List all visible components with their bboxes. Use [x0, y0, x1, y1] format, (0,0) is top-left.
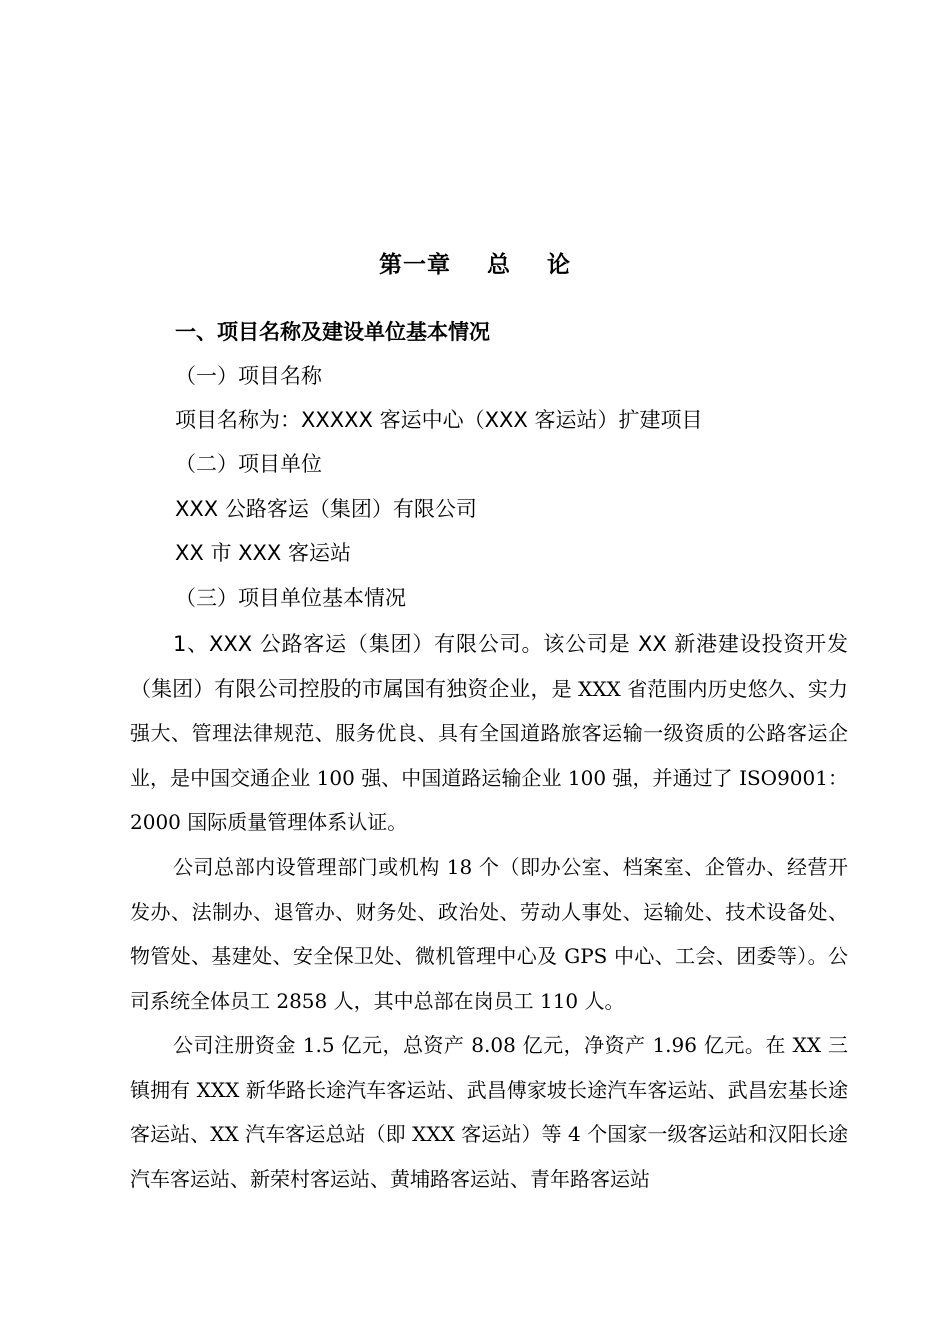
subsection-heading-project-name: （一）项目名称	[175, 364, 322, 388]
project-unit-line-2: XX 市 XXX 客运站	[175, 541, 351, 565]
chapter-title: 第一章 总 论	[378, 252, 572, 278]
paragraph-company-assets: 公司注册资金 1.5 亿元，总资产 8.08 亿元，净资产 1.96 亿元。在 XX 三镇拥有 XXX 新华路长途汽车客运站、武昌傅家坡长途汽车客运站、武昌宏基长途客运站、XX 汽车客运总站（即 XXX 客运站）等 4 个国家一级客运站和汉阳长途汽车客运站、新荣村客运站、黄埔路客运站、青年路客运站	[130, 1033, 848, 1191]
paragraph-company-intro	[130, 622, 848, 845]
paragraph-company-intro-lead: 1、XXX 公路客运（集团）有限公司。该公司是 XX 新港建设投资开发（集团）有限公司控股的市属国有独资企业，	[130, 632, 848, 701]
paragraph-company-intro-rest: 是 XXX 省范围内历史悠久、实力强大、管理法律规范、服务优良、具有全国道路旅客运输一级资质的公路客运企业，是中国交通企业 100 强、中国道路运输企业 100 强，并通过了 ISO9001：2000 国际质量管理体系认证。	[130, 676, 849, 834]
project-name-line: 项目名称为：XXXXX 客运中心（XXX 客运站）扩建项目	[175, 408, 703, 432]
paragraph-company-structure: 公司总部内设管理部门或机构 18 个（即办公室、档案室、企管办、经营开发办、法制办、退管办、财务处、政治处、劳动人事处、运输处、技术设备处、物管处、基建处、安全保卫处、微机管理中心及 GPS 中心、工会、团委等）。公司系统全体员工 2858 人，其中总部在岗员工 110 人。	[130, 855, 848, 1013]
subsection-heading-project-unit: （二）项目单位	[175, 452, 322, 476]
section-heading: 一、项目名称及建设单位基本情况	[175, 320, 490, 344]
subsection-heading-unit-info: （三）项目单位基本情况	[175, 586, 406, 610]
project-unit-line-1: XXX 公路客运（集团）有限公司	[175, 497, 477, 521]
